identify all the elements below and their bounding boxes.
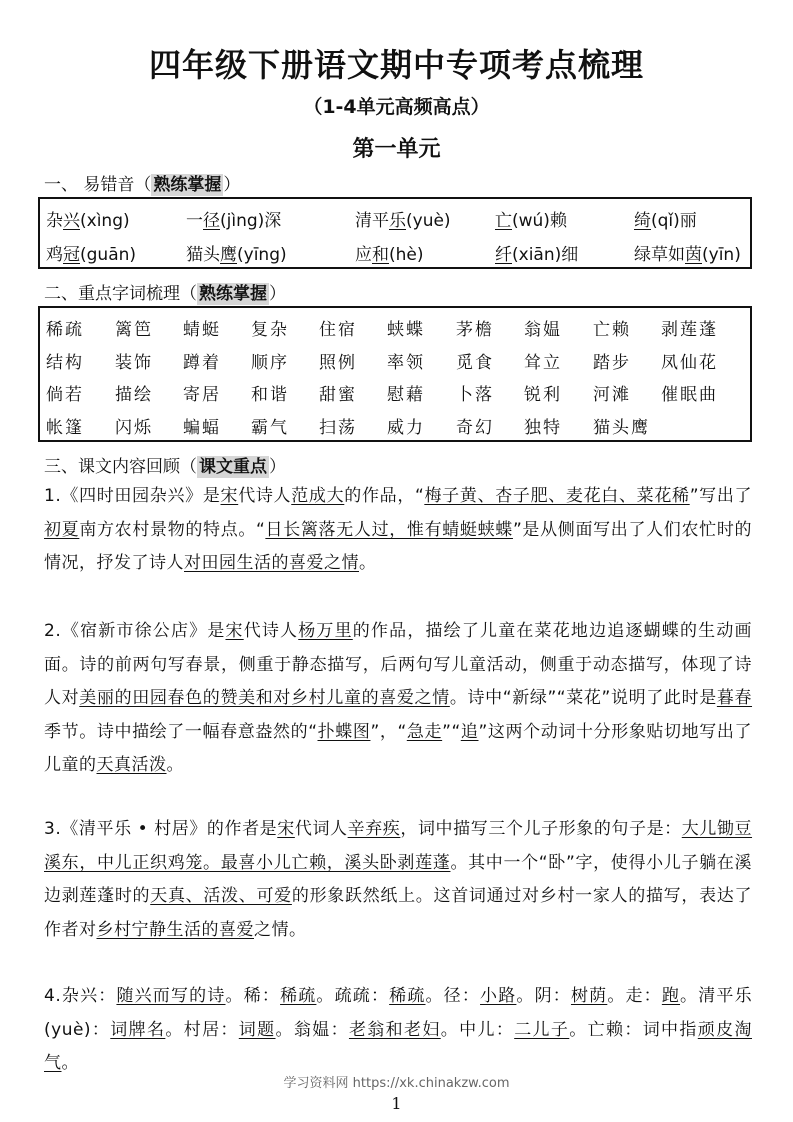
pronunciation-item xyxy=(46,240,136,265)
paragraph-text: 。村居： xyxy=(165,1019,239,1040)
vocab-word: 亡赖 xyxy=(593,320,631,340)
key-answer: 小路 xyxy=(480,986,517,1006)
pronunciation-item xyxy=(634,240,741,265)
vocab-word: 奇幻 xyxy=(456,418,494,438)
vocab-word: 蹲着 xyxy=(183,353,221,373)
key-answer: 词题 xyxy=(238,1019,276,1040)
section2-heading-close: ） xyxy=(269,284,286,304)
vocab-word: 翁媪 xyxy=(524,320,562,340)
pron-prefix: 杂 xyxy=(46,211,63,231)
key-answer: 稀疏 xyxy=(389,986,426,1006)
paragraph-text: 的作品，描绘了儿童在菜花地边追逐蝴蝶的生动画面。诗的前两句写春景，侧重于静态描写，后两句写儿童活动，侧重于动态描写，体现了诗人对 xyxy=(44,621,753,708)
vocab-word: 甜蜜 xyxy=(319,385,357,405)
vocab-word: 帐篷 xyxy=(46,418,84,438)
pron-reading: (guān) xyxy=(80,245,137,265)
key-answer: 乡村宁静生活的喜爱 xyxy=(96,919,254,940)
vocab-word: 率领 xyxy=(387,353,425,373)
section3-badge: 课文重点 xyxy=(199,457,267,477)
key-answer: 扑蝶图 xyxy=(317,721,371,742)
paragraph-text: 。翁媪： xyxy=(275,1019,349,1040)
pron-prefix: 一 xyxy=(186,211,203,231)
key-answer: 宋 xyxy=(225,621,244,641)
vocab-word: 倘若 xyxy=(46,385,84,405)
section3-heading-text: 三、课文内容回顾（ xyxy=(44,457,197,477)
key-answer: 梅子黄、杏子肥、麦花白、菜花稀 xyxy=(424,486,690,506)
pron-reading: (wú)赖 xyxy=(512,211,567,231)
paragraph-text: ”这两个动词十分形象贴切地写出了儿童的 xyxy=(44,721,752,775)
vocab-word: 描绘 xyxy=(115,385,153,405)
vocab-word: 慰藉 xyxy=(387,385,425,405)
vocab-word: 装饰 xyxy=(115,353,153,373)
key-answer: 追 xyxy=(460,721,479,742)
vocab-word: 结构 xyxy=(46,353,84,373)
key-answer: 日长篱落无人过，惟有蜻蜓蛱蝶 xyxy=(265,519,513,540)
section1-heading-close: ） xyxy=(223,175,241,195)
paragraph-text: 。清平乐(yuè)： xyxy=(44,986,753,1040)
vocab-word: 顺序 xyxy=(251,353,289,373)
vocab-word: 复杂 xyxy=(251,320,289,340)
review-paragraph xyxy=(44,480,752,581)
vocabulary-box xyxy=(38,306,752,442)
pronunciation-item xyxy=(186,206,281,231)
pron-character: 绮 xyxy=(634,211,651,231)
key-answer: 词牌名 xyxy=(110,1019,166,1040)
paragraph-text: 的形象跃然纸上。这首词通过对乡村一家人的描写，表达了作者对 xyxy=(44,886,753,940)
paragraph-text: 3.《清平乐 • 村居》的作者是 xyxy=(44,819,278,839)
vocab-word: 霸气 xyxy=(251,418,289,438)
pron-reading: (yīng) xyxy=(237,245,287,265)
pron-reading: (yīn) xyxy=(702,245,741,265)
pron-character: 兴 xyxy=(63,211,80,231)
review-paragraph xyxy=(44,813,752,947)
key-answer: 跑 xyxy=(661,986,681,1006)
section3-heading-close: ） xyxy=(269,457,286,477)
paragraph-text: 。走： xyxy=(607,986,662,1006)
pron-prefix: 应 xyxy=(355,245,372,265)
paragraph-text: 季节。诗中描绘了一幅春意盎然的“ xyxy=(44,721,318,742)
paragraph-text: 。诗中“新绿”“菜花”说明了此时是 xyxy=(449,688,717,708)
pron-character: 鹰 xyxy=(220,245,237,265)
paragraph-text: 代诗人 xyxy=(238,486,292,506)
paragraph-text: 的作品，“ xyxy=(344,486,425,506)
vocab-word: 锐利 xyxy=(524,385,562,405)
pronunciation-item xyxy=(355,206,451,231)
key-answer: 天真活泼 xyxy=(96,755,167,775)
pron-reading: (qǐ)丽 xyxy=(651,211,697,231)
vocab-word: 闪烁 xyxy=(115,418,153,438)
section2-badge: 熟练掌握 xyxy=(199,284,267,304)
vocab-word: 照例 xyxy=(319,353,357,373)
key-answer: 宋 xyxy=(277,819,295,839)
footer-source: 学习资料网 https://xk.chinakzw.com xyxy=(283,1076,510,1091)
pron-prefix: 鸡 xyxy=(46,245,63,265)
unit-title: 第一单元 xyxy=(352,136,441,162)
key-answer: 范成大 xyxy=(291,486,345,506)
key-answer: 天真、活泼、可爱 xyxy=(150,886,292,906)
pronunciation-item xyxy=(634,206,697,231)
pronunciation-item xyxy=(355,240,424,265)
vocab-word: 踏步 xyxy=(593,353,631,373)
key-answer: 暮春 xyxy=(716,688,753,708)
pron-reading: (xìng) xyxy=(80,211,130,231)
paragraph-text: ”，“ xyxy=(370,721,407,742)
pron-prefix: 绿草如 xyxy=(634,245,685,265)
pron-reading: (jìng)深 xyxy=(220,211,282,231)
vocab-word: 独特 xyxy=(524,418,562,438)
pron-character: 亡 xyxy=(495,211,512,231)
pronunciation-item xyxy=(495,206,567,231)
paragraph-text: 。中儿： xyxy=(440,1019,515,1040)
paragraph-text: 2.《宿新市徐公店》是 xyxy=(44,621,226,641)
vocab-word: 寄居 xyxy=(183,385,221,405)
paragraph-text: ，词中描写三个儿子形象的句子是： xyxy=(400,819,682,839)
pron-character: 冠 xyxy=(63,245,80,265)
pron-character: 纤 xyxy=(495,245,512,265)
vocab-word: 耸立 xyxy=(524,353,562,373)
vocab-word: 猫头鹰 xyxy=(593,418,650,438)
paragraph-text: ”写出了 xyxy=(689,486,753,506)
review-paragraph xyxy=(44,615,752,783)
key-answer: 杨万里 xyxy=(298,621,353,641)
vocab-word: 觅食 xyxy=(456,353,494,373)
paragraph-text: 1.《四时田园杂兴》是 xyxy=(44,486,221,506)
pronunciation-item xyxy=(46,206,130,231)
vocab-word: 凤仙花 xyxy=(661,353,718,373)
key-answer: 急走 xyxy=(406,721,443,742)
paragraph-text: 代诗人 xyxy=(243,621,299,641)
vocab-word: 扫荡 xyxy=(319,418,357,438)
page-number: 1 xyxy=(391,1094,402,1113)
paragraph-text: 南方农村景物的特点。“ xyxy=(79,519,266,540)
pron-character: 径 xyxy=(203,211,220,231)
key-answer: 顽皮淘气 xyxy=(44,1019,752,1073)
section3-heading xyxy=(44,452,286,477)
paragraph-text: 。其中一个“卧”字，使得小儿子躺在溪边剥莲蓬时的 xyxy=(44,852,752,906)
paragraph-text: 。亡赖：词中指 xyxy=(569,1019,698,1040)
pron-reading: (yuè) xyxy=(406,211,451,231)
paragraph-text: 。 xyxy=(359,553,377,573)
paragraph-text: 。阴： xyxy=(516,986,571,1006)
section1-badge: 熟练掌握 xyxy=(153,175,222,195)
vocab-word: 和谐 xyxy=(251,385,289,405)
paragraph-text: 。 xyxy=(61,1053,79,1073)
paragraph-text: 。径： xyxy=(425,986,481,1006)
key-answer: 对田园生活的喜爱之情 xyxy=(184,553,359,573)
pronunciation-item xyxy=(495,240,578,265)
vocab-word: 住宿 xyxy=(319,320,357,340)
vocab-word: 卜落 xyxy=(456,385,494,405)
key-answer: 随兴而写的诗 xyxy=(116,986,226,1006)
paragraph-text: ”是从侧面写出了人们农忙时的情况，抒发了诗人 xyxy=(44,519,752,573)
key-answer: 辛弃疾 xyxy=(347,819,401,839)
pron-character: 和 xyxy=(372,245,389,265)
vocab-word: 茅檐 xyxy=(456,320,494,340)
vocab-word: 稀疏 xyxy=(46,320,84,340)
pronunciation-box xyxy=(38,197,752,269)
section1-heading xyxy=(44,170,240,195)
vocab-word: 催眠曲 xyxy=(661,385,718,405)
key-answer: 初夏 xyxy=(44,519,80,540)
paragraph-text: 4.杂兴： xyxy=(44,986,117,1006)
vocab-word: 蝙蝠 xyxy=(183,418,221,438)
section2-heading xyxy=(44,279,286,304)
key-answer: 二儿子 xyxy=(514,1019,570,1040)
pronunciation-item xyxy=(186,240,287,265)
section1-heading-text: 一、 易错音（ xyxy=(44,175,152,195)
paragraph-text: 。 xyxy=(166,755,184,775)
key-answer: 稀疏 xyxy=(280,986,317,1006)
paragraph-text: ”“ xyxy=(442,721,461,742)
key-answer: 大儿锄豆溪东，中儿正织鸡笼。最喜小儿亡赖，溪头卧剥莲蓬 xyxy=(44,819,753,873)
key-answer: 老翁和老妇 xyxy=(348,1019,441,1040)
pron-reading: (hè) xyxy=(389,245,424,265)
key-answer: 宋 xyxy=(220,486,239,506)
vocab-word: 剥莲蓬 xyxy=(661,320,718,340)
vocab-word: 威力 xyxy=(387,418,425,438)
review-paragraph xyxy=(44,980,752,1081)
pron-reading: (xiān)细 xyxy=(512,245,579,265)
paragraph-text: 。稀： xyxy=(225,986,281,1006)
vocab-word: 河滩 xyxy=(593,385,631,405)
section2-heading-text: 二、重点字词梳理（ xyxy=(44,284,197,304)
pron-character: 乐 xyxy=(389,211,406,231)
key-answer: 美丽的田园春色的赞美和对乡村儿童的喜爱之情 xyxy=(79,688,450,708)
paragraph-text: 代词人 xyxy=(294,819,348,839)
pron-prefix: 猫头 xyxy=(186,245,220,265)
page-subtitle: （1-4单元高频高点） xyxy=(303,96,490,118)
key-answer: 树荫 xyxy=(570,986,608,1006)
paragraph-text: 之情。 xyxy=(254,919,307,940)
pron-prefix: 清平 xyxy=(355,211,389,231)
vocab-word: 蜻蜓 xyxy=(183,320,221,340)
page-title: 四年级下册语文期中专项考点梳理 xyxy=(148,46,644,84)
vocab-word: 篱笆 xyxy=(115,320,153,340)
paragraph-text: 。疏疏： xyxy=(316,986,390,1006)
vocab-word: 蛱蝶 xyxy=(387,320,425,340)
pron-character: 茵 xyxy=(685,245,702,265)
